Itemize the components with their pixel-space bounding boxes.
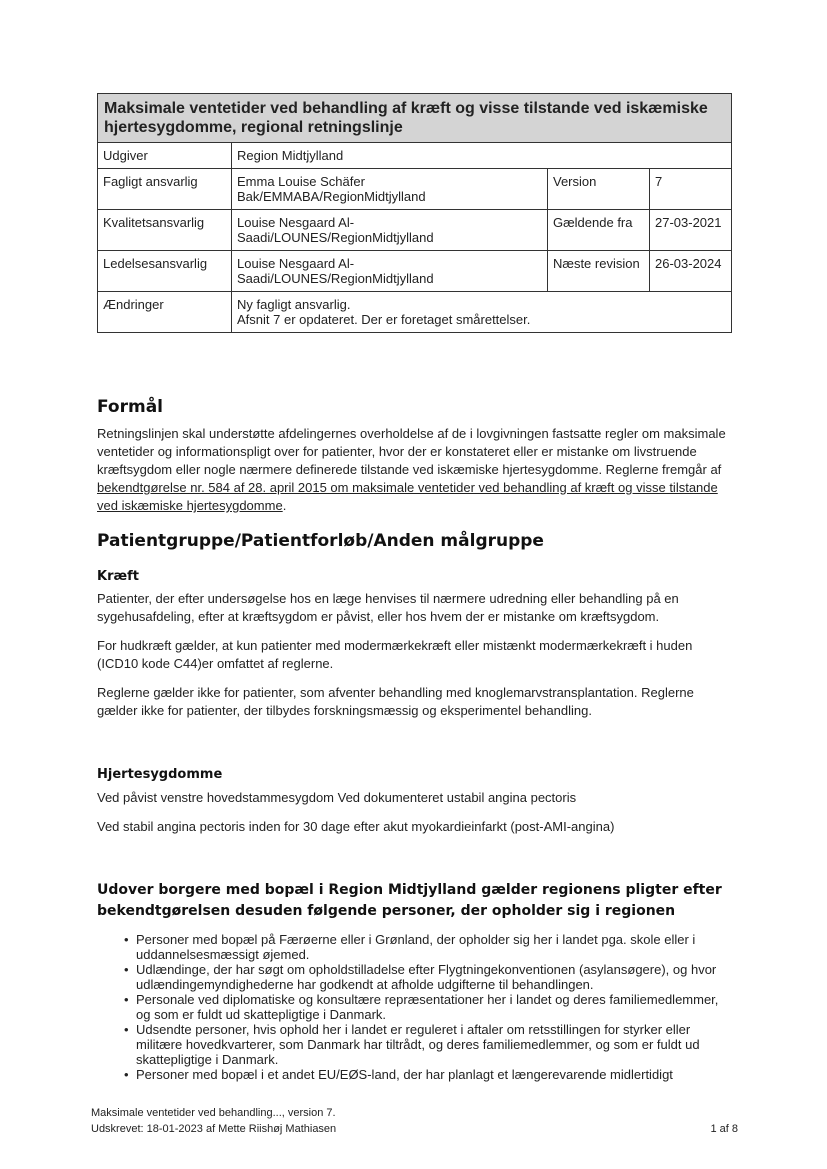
row-key: Gældende fra: [548, 210, 650, 251]
row-value: Louise Nesgaard Al-Saadi/LOUNES/RegionMidtjylland: [232, 210, 548, 251]
row-label: Ledelsesansvarlig: [98, 251, 232, 292]
udover-heading: Udover borgere med bopæl i Region Midtjylland gælder regionens pligter efter bekendtgørelsen desuden følgende personer, der opholder sig i regionen: [97, 882, 722, 919]
row-label: Fagligt ansvarlig: [98, 169, 232, 210]
formaal-heading: Formål: [97, 397, 163, 417]
kraeft-paragraph-2: For hudkræft gælder, at kun patienter med modermærkekræft eller mistænkt modermærkekræft i huden (ICD10 kode C44)er omfattet af reglerne.: [97, 638, 693, 671]
list-item: • Udsendte personer, hvis ophold her i landet er reguleret i aftaler om retsstillingen for styrker eller militære hovedkvarterer, som Danmark har tiltrådt, og deres familiemedlemmer, og som er fuldt ud skattepligtige i Danmark.: [120, 1022, 730, 1067]
row-key: Version: [548, 169, 650, 210]
row-value: Louise Nesgaard Al-Saadi/LOUNES/RegionMidtjylland: [232, 251, 548, 292]
formaal-end: .: [282, 498, 287, 513]
changes-line: Ny fagligt ansvarlig.: [237, 297, 351, 312]
row-label: Kvalitetsansvarlig: [98, 210, 232, 251]
row-keyval: 26-03-2024: [650, 251, 732, 292]
kraeft-heading: Kræft: [97, 569, 139, 584]
list-item: • Personale ved diplomatiske og konsultære repræsentationer her i landet og deres familiemedlemmer, og som er fuldt ud skattepligtige i Danmark.: [120, 992, 730, 1022]
page-number: 1 af 8: [710, 1123, 738, 1135]
list-item: • Udlændinge, der har søgt om opholdstilladelse efter Flygtningekonventionen (asylansøgere), og hvor udlændingemyndighederne har godkendt at afholde udgifterne til behandlingen.: [120, 962, 730, 992]
patientgruppe-heading: Patientgruppe/Patientforløb/Anden målgruppe: [97, 531, 544, 551]
kraeft-paragraph-3: Reglerne gælder ikke for patienter, som afventer behandling med knoglemarvstransplantation. Reglerne gælder ikke for patienter, der tilbydes forskningsmæssig og eksperimentel behandling.: [97, 685, 694, 718]
footer-printed-info: Udskrevet: 18-01-2023 af Mette Riishøj Mathiasen: [91, 1123, 337, 1135]
formaal-paragraph: [97, 425, 737, 515]
hjerte-heading: Hjertesygdomme: [97, 767, 223, 782]
persons-list: [120, 932, 730, 1082]
document-info-table: [97, 93, 732, 333]
row-value: Emma Louise Schäfer Bak/EMMABA/RegionMidtjylland: [232, 169, 548, 210]
formaal-text: Retningslinjen skal understøtte afdelingernes overholdelse af de i lovgivningen fastsatte regler om maksimale ventetider og informationspligt over for patienter, hvor der er konstateret eller er mistanke om livstruende kræftsygdom eller nogle nærmere definerede tilstande ved iskæmiske hjertesygdomme. Reglerne fremgår af: [97, 426, 726, 477]
list-item: • Personer med bopæl i et andet EU/EØS-land, der har planlagt et længerevarende midlertidigt: [120, 1067, 730, 1082]
kraeft-paragraph-1: Patienter, der efter undersøgelse hos en læge henvises til nærmere udredning eller behandling på en sygehusafdeling, efter at kræftsygdom er påvist, eller hos hvem der er mistanke om kræftsygdom.: [97, 591, 679, 624]
publisher-label: Udgiver: [98, 143, 232, 169]
hjerte-paragraph-2: Ved stabil angina pectoris inden for 30 dage efter akut myokardieinfarkt (post-AMI-angina): [97, 819, 615, 834]
publisher-value: Region Midtjylland: [232, 143, 732, 169]
row-keyval: 7: [650, 169, 732, 210]
document-title: Maksimale ventetider ved behandling af kræft og visse tilstande ved iskæmiske hjertesygdomme, regional retningslinje: [98, 94, 732, 143]
changes-value: [232, 292, 732, 333]
row-keyval: 27-03-2021: [650, 210, 732, 251]
row-key: Næste revision: [548, 251, 650, 292]
bekendtgoerelse-link[interactable]: bekendtgørelse nr. 584 af 28. april 2015 om maksimale ventetider ved behandling af kræft og visse tilstande ved iskæmiske hjertesygdomme: [97, 480, 718, 513]
list-item: • Personer med bopæl på Færøerne eller i Grønland, der opholder sig her i landet pga. skole eller i uddannelsesmæssigt øjemed.: [120, 932, 730, 962]
changes-line: Afsnit 7 er opdateret. Der er foretaget smårettelser.: [237, 312, 531, 327]
hjerte-paragraph-1: Ved påvist venstre hovedstammesygdom Ved dokumenteret ustabil angina pectoris: [97, 790, 577, 805]
footer-document-name: Maksimale ventetider ved behandling..., version 7.: [91, 1107, 336, 1119]
changes-label: Ændringer: [98, 292, 232, 333]
page-footer: [91, 1105, 336, 1137]
